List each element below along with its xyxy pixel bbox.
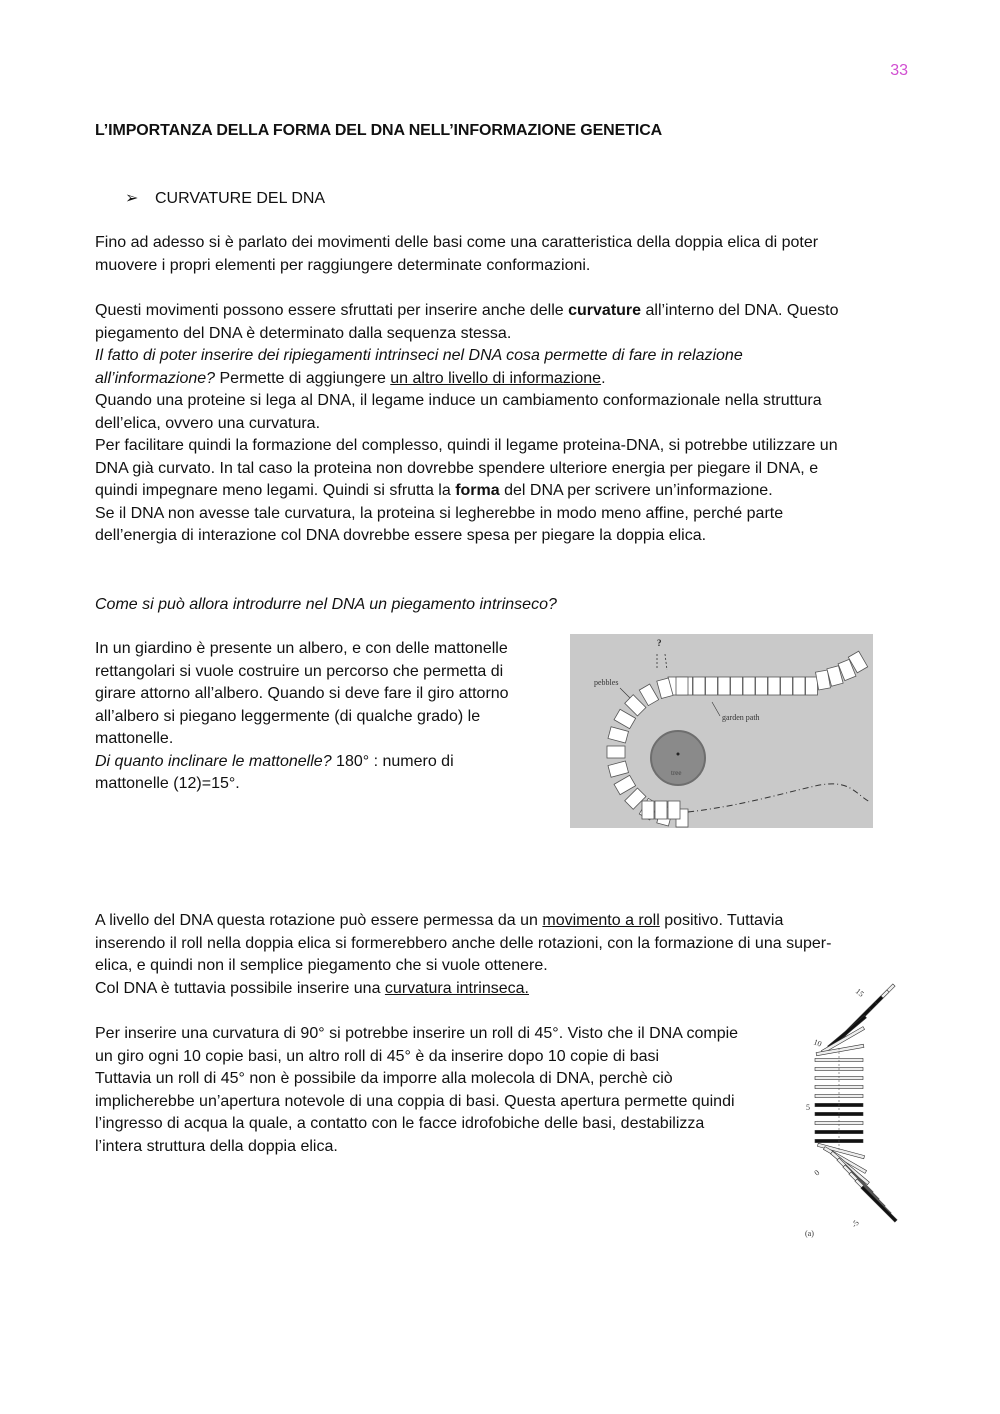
paragraph-2 (95, 300, 895, 548)
garden-tile (655, 801, 667, 819)
garden-path-figure (570, 634, 873, 828)
text-line: l’intera struttura della doppia elica. (95, 1137, 338, 1155)
question-line: Come si può allora introdurre nel DNA un piegamento intrinseco? (95, 596, 557, 613)
tick-label-15: 15 (853, 986, 866, 999)
base-pair-bar (861, 1186, 897, 1222)
garden-tile (793, 677, 805, 695)
text-line: inserendo il roll nella doppia elica si formerebbero anche delle rotazioni, con la formazione di una super- (95, 934, 832, 952)
dna-roll-figure (795, 978, 910, 1243)
figure-caption: (a) (805, 1229, 814, 1238)
tick-label-5: 5 (806, 1103, 810, 1112)
text-line: dell’energia di interazione col DNA dovrebbe essere spesa per piegare la doppia elica. (95, 527, 707, 544)
garden-path-label: garden path (722, 713, 760, 722)
garden-tile (607, 746, 625, 758)
text-line: mattonelle (12)=15°. (95, 775, 240, 792)
text-line: un giro ogni 10 copie basi, un altro roll di 45° è da inserire dopo 10 copie di basi (95, 1047, 660, 1065)
text-line: all’albero si piegano leggermente (di qualche grado) le (95, 707, 481, 725)
text-line: Fino ad adesso si è parlato dei movimenti delle basi come una caratteristica della doppia elica di poter (95, 234, 819, 251)
text-line: In un giardino è presente un albero, e con delle mattonelle (95, 640, 508, 657)
garden-tile (693, 677, 705, 695)
garden-tile (781, 677, 793, 695)
text-line: Quando una proteine si lega al DNA, il legame induce un cambiamento conformazionale nella struttura (95, 392, 822, 409)
text-line: quindi impegnare meno legami. Quindi si sfrutta la forma del DNA per scrivere un’informazione. (95, 482, 773, 499)
text-line: Tuttavia un roll di 45° non è possibile da imporre alla molecola di DNA, perchè ciò (95, 1070, 673, 1087)
garden-tile (743, 677, 755, 695)
text-line: mattonelle. (95, 730, 174, 747)
tick-label-minus5: -5 (849, 1218, 861, 1230)
base-pair-bars (812, 984, 897, 1222)
text-line: all’informazione? Permette di aggiungere un altro livello di informazione. (95, 369, 606, 387)
tick-label-0: 0 (812, 1168, 822, 1178)
question-mark-label: ? (657, 638, 662, 648)
garden-tile (731, 677, 743, 695)
paragraph-1 (95, 232, 895, 277)
arrow-bullet-icon: ➢ (125, 190, 139, 207)
text-line: dell’elica, ovvero una curvatura. (95, 414, 321, 432)
text-line: A livello del DNA questa rotazione può essere permessa da un movimento a roll positivo. Tuttavia (95, 912, 784, 929)
text-line: Questi movimenti possono essere sfruttati per inserire anche delle curvature all’interno del DNA. Questo (95, 302, 839, 319)
text-line: Di quanto inclinare le mattonelle? 180° : numero di (95, 752, 454, 770)
bullet-text: CURVATURE DEL DNA (155, 190, 326, 207)
tree-center-dot (677, 753, 680, 756)
text-line: DNA già curvato. In tal caso la proteina non dovrebbe spendere ulteriore energia per piegare il DNA, e (95, 459, 819, 477)
pebbles-label: pebbles (594, 678, 619, 687)
text-line: muovere i propri elementi per raggiungere determinate conformazioni. (95, 256, 591, 274)
bullet-item (125, 188, 325, 208)
text-line: girare attorno all’albero. Quando si deve fare il giro attorno (95, 685, 509, 702)
garden-tile (756, 677, 768, 695)
text-line: piegamento del DNA è determinato dalla sequenza stessa. (95, 324, 512, 342)
text-line: rettangolari si vuole costruire un percorso che permetta di (95, 662, 504, 680)
paragraph-3 (95, 638, 555, 796)
garden-tile (676, 677, 688, 695)
tree-label: tree (671, 769, 682, 777)
paragraph-5 (95, 1023, 795, 1158)
section-heading: L’IMPORTANZA DELLA FORMA DEL DNA NELL’INFORMAZIONE GENETICA (95, 122, 663, 139)
text-line: elica, e quindi non il semplice piegamento che si vuole ottenere. (95, 957, 548, 974)
garden-tile (668, 801, 680, 819)
garden-tile (768, 677, 780, 695)
garden-tile (806, 677, 818, 695)
text-line: l’ingresso di acqua la quale, a contatto con le facce idrofobiche delle basi, destabilizza (95, 1115, 705, 1132)
garden-tile (718, 677, 730, 695)
paragraph-4 (95, 910, 895, 1000)
text-line: Per inserire una curvatura di 90° si potrebbe inserire un roll di 45°. Visto che il DNA compie (95, 1025, 739, 1042)
page-number: 33 (890, 62, 908, 79)
text-line: Se il DNA non avesse tale curvatura, la proteina si legherebbe in modo meno affine, perché parte (95, 504, 784, 522)
garden-tile (642, 801, 654, 819)
garden-tile (706, 677, 718, 695)
tick-label-10: 10 (812, 1037, 823, 1049)
text-line: Il fatto di poter inserire dei ripiegamenti intrinseci nel DNA cosa permette di fare in relazione (95, 347, 743, 364)
text-line: Per facilitare quindi la formazione del complesso, quindi il legame proteina-DNA, si potrebbe utilizzare un (95, 437, 838, 454)
text-line: implicherebbe un’apertura notevole di una coppia di basi. Questa apertura permette quindi (95, 1092, 735, 1110)
text-line: Col DNA è tuttavia possibile inserire una curvatura intrinseca. (95, 979, 529, 997)
